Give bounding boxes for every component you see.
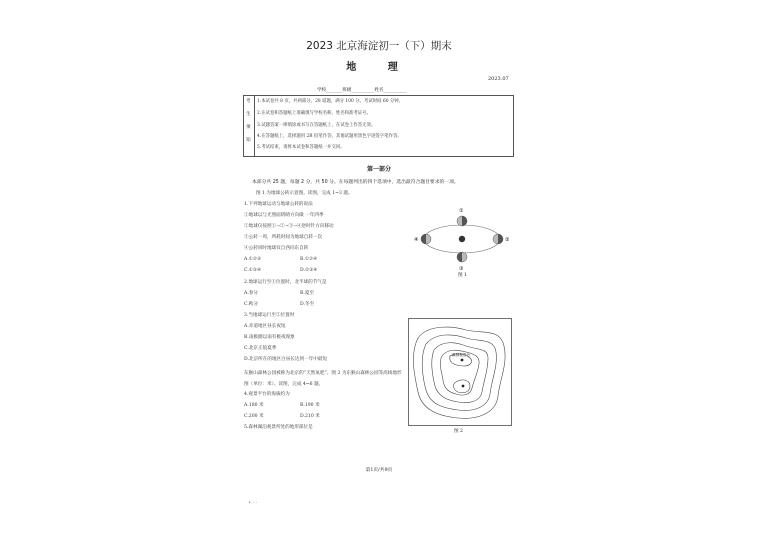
figure-1-label: 图 1 [458,273,467,278]
bottom-mark: • ‧ ‧ [248,500,258,506]
answer-option: A.春分 [244,291,258,296]
notes-side-char: 须 [246,125,251,130]
exam-title: 2023 北京海淀初一（下）期末 [306,40,452,52]
question-text: 5.森林湖泊观景所处的地形部位是 [244,425,313,430]
orbit-label: ③ [459,266,464,272]
question-text: 3.当地球运行至②位置时 [244,313,295,318]
subject-title: 地 理 [346,62,412,73]
question-text: 东猴山森林公园被称为北京的“天然氧吧”。图 2 为东猴山森林公园等高线地形图（单位：米）。读图，完成 4~6 题。 [244,371,402,387]
viewing-platform-marker [461,359,464,362]
orbit-label: ② [505,237,510,243]
answer-option: A.①②③ [244,257,262,262]
answer-option: A.赤道地区昼长夜短 [244,324,286,329]
answer-option: C.北京正值夏季 [244,346,277,351]
answer-option: C.200 米 [244,414,264,419]
exam-date: 2023.07 [488,76,509,82]
figure-2-contour-map [408,318,512,426]
answer-option: B.①②④ [300,257,318,262]
question-text: ②地球仅按照①→②→③→④逆时针方向移动 [244,224,334,229]
question-text: ③公转一周，所耗时间为地球自转一次 [244,235,323,240]
note-item: 3.试题答案一律填涂或书写在答题纸上，在试卷上作答无效。 [257,123,376,128]
question-text: 1.下列地球运动与地球公转的说法 [244,202,313,207]
notes-side-column [244,96,255,156]
answer-option: B.南极圈以南有极夜现象 [244,335,295,340]
note-item: 5.考试结束，请将本试卷和答题纸一并交回。 [257,145,345,150]
note-item: 2.在试卷和答题纸上准确填写学校名称、姓名和准考证号。 [257,111,371,116]
answer-option: A.180 米 [244,403,264,408]
orbit-label: ① [459,208,464,214]
answer-option: D.②③④ [300,268,318,273]
answer-option: B.夏至 [300,291,315,296]
peak-marker [462,385,465,388]
notes-side-char: 考 [246,99,251,104]
earth-position-right [493,234,503,244]
question-text: 图 1 为地球公转示意图。读图，完成 1~3 题。 [256,191,353,196]
note-item: 4.在答题纸上，选择题用 2B 铅笔作答，其他试题用黑色字迹签字笔作答。 [257,134,402,139]
question-text: 4.观景平台的海拔约为 [244,392,290,397]
answer-option: C.秋分 [244,302,258,307]
earth-position-left [421,234,431,244]
question-text: ①地球以与光照面阴晴方向做 一年四季 [244,213,324,218]
question-text: 2.地球运行至①位置时，北半球的节气是 [244,280,327,285]
figure-2-label: 图 2 [454,429,463,434]
answer-option: D.北京所在的地区白昼长达到一年中最短 [244,357,328,362]
map-point-label: 森林观景台 [452,353,470,357]
answer-option: B.190 米 [300,403,320,408]
figure-1-orbit-diagram [414,203,514,273]
notes-side-char: 生 [246,112,251,117]
section-title: 第一部分 [366,166,391,173]
note-item: 1.本试卷共 8 页，共两部分，28 道题，满分 100 分。考试时间 60 分钟。 [257,99,404,104]
notes-side-char: 知 [246,138,251,143]
page-footer: 第1页/共9页 [365,468,393,473]
student-info-line: 学校_______班级__________姓名__________ [317,88,407,93]
orbit-label: ④ [414,237,419,243]
question-text: ④公转同时地球仅自西向东自转 [244,246,309,251]
earth-position-bottom [457,252,467,262]
sun-icon [459,236,465,242]
answer-option: D.210 米 [300,414,320,419]
section-instructions: 本部分共 25 题，每题 2 分，共 50 分。在每题列出的四个选项中，选出最符合题目要求的一项。 [252,180,459,185]
answer-option: C.①③④ [244,268,262,273]
exam-notes-box [243,95,514,157]
earth-position-top [457,216,467,226]
answer-option: D.冬至 [300,302,315,307]
